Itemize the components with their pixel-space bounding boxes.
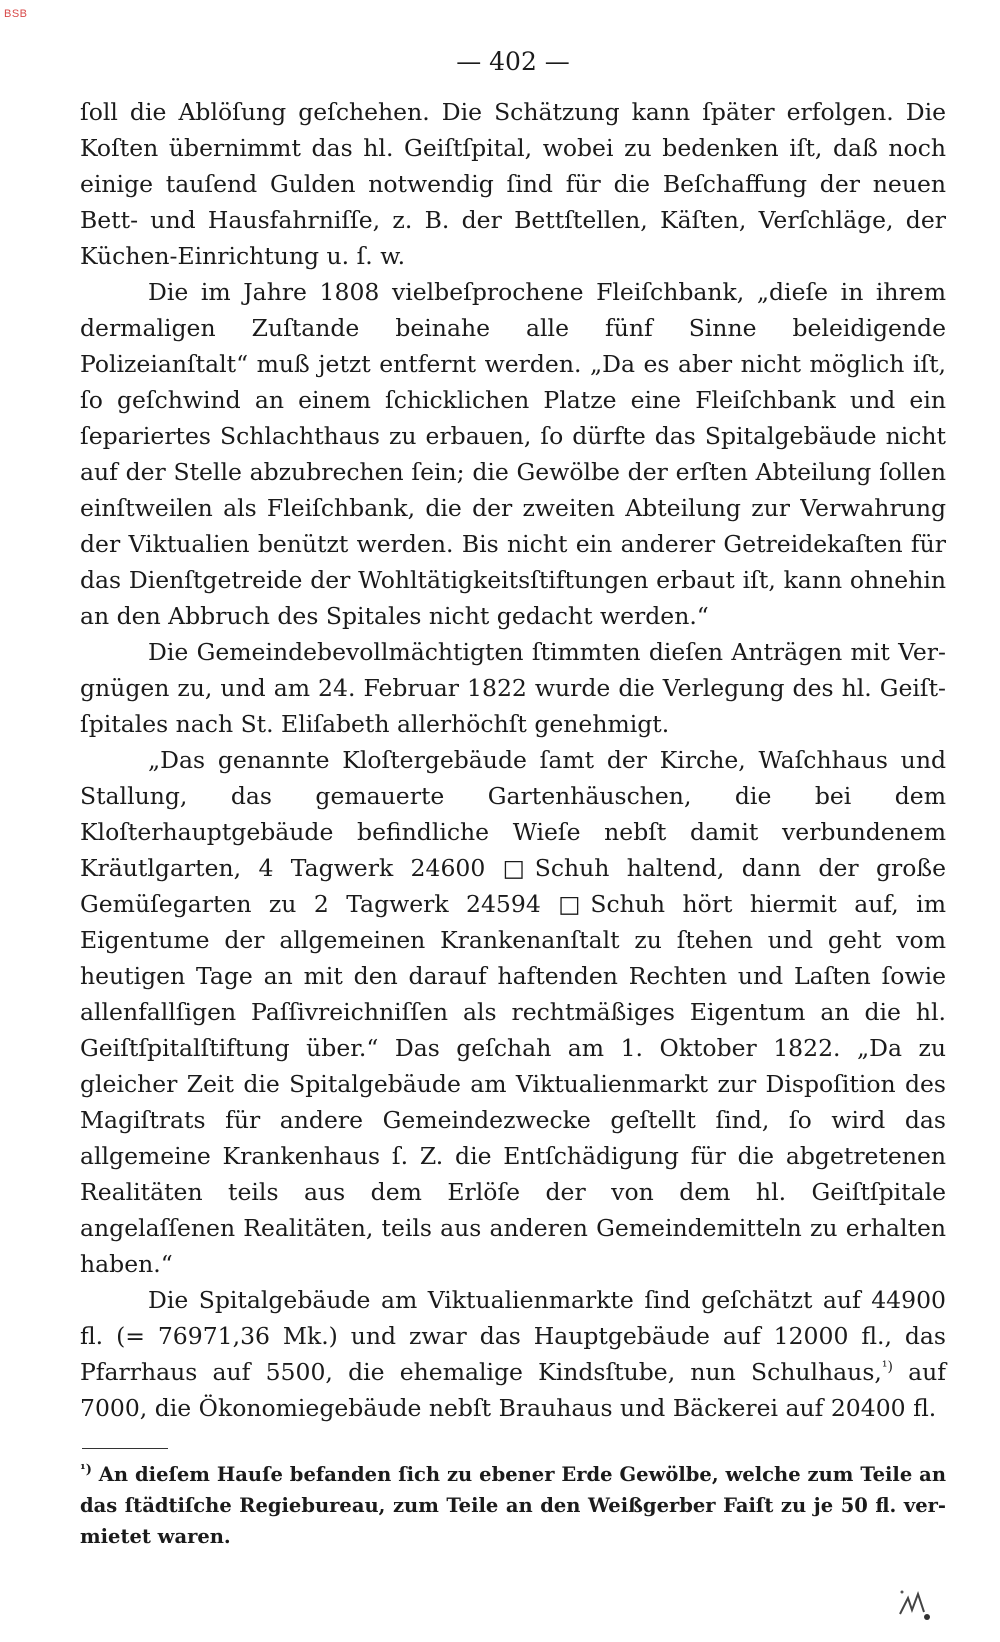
paragraph-5 bbox=[80, 1282, 946, 1426]
paragraph-4: „Das genannte Kloſtergebäude ſamt der Kirche, Waſchhaus und Stallung, das gemauerte Gartenhäuschen, die bei dem Kloſterhauptgebäude befindliche Wieſe nebſt damit verbundenem Kräutlgarten, 4 Tagwerk 24600 □Schuh haltend, dann der große Gemüſegarten zu 2 Tagwerk 24594 □Schuh hört hiermit auf, im Eigentume der allgemeinen Krankenanſtalt zu ſtehen und geht vom heutigen Tage an mit den darauf haftenden Rechten und Laſten ſowie allenfallſigen Paſſivreichniſſen als rechtmäßiges Eigentum an die hl. Geiſtſpitalſtiftung über.“ Das geſchah am 1. Oktober 1822. „Da zu gleicher Zeit die Spitalgebäude am Viktualienmarkt zur Dispoſition des Magiſtrats für andere Gemeindezwecke geſtellt ſind, ſo wird das allgemeine Krankenhaus ſ. Z. die Entſchädigung für die abgetretenen Realitäten teils aus dem Erlöſe der von dem hl. Geiſtſpitale angelaſſenen Realitäten, teils aus anderen Gemeindemitteln zu erhalten haben.“ bbox=[80, 746, 946, 1278]
footnote-divider bbox=[82, 1448, 168, 1449]
paragraph-5-text-b: auf 7000, die Ökonomiegebäude nebſt Brauhaus und Bäckerei auf 20400 fl. bbox=[80, 1358, 946, 1422]
paragraph-3: Die Gemeindebevollmächtigten ſtimmten dieſen Anträgen mit Vergnügen zu, und am 24. Februar 1822 wurde die Verlegung des hl. Geiſtſpitales nach St. Eliſabeth allerhöchſt genehmigt. bbox=[80, 638, 946, 738]
paragraph-2: Die im Jahre 1808 vielbeſprochene Fleiſchbank, „dieſe in ihrem dermaligen Zuſtande beinahe alle fünf Sinne beleidigende Polizeianſtalt“ muß jetzt entfernt werden. „Da es aber nicht möglich iſt, ſo geſchwind an einem ſchicklichen Platze eine Fleiſchbank und ein ſepariertes Schlachthaus zu erbauen, ſo dürfte das Spitalgebäude nicht auf der Stelle abzubrechen ſein; die Gewölbe der erſten Abteilung ſollen einſtweilen als Fleiſchbank, die der zweiten Abteilung zur Verwahrung der Viktualien benützt werden. Bis nicht ein anderer Getreidekaſten für das Dienſtgetreide der Wohltätigkeitsſtiftungen erbaut iſt, kann ohnehin an den Abbruch des Spitales nicht gedacht werden.“ bbox=[80, 278, 946, 630]
scan-speck-mark bbox=[894, 1584, 934, 1624]
book-page bbox=[80, 40, 946, 1552]
footnote-mark: ¹) bbox=[80, 1462, 92, 1478]
page-number: — 402 — bbox=[456, 47, 570, 76]
library-mark: BSB bbox=[4, 8, 28, 20]
body-text bbox=[80, 94, 946, 1426]
footnote bbox=[80, 1459, 946, 1552]
paragraph-5-text-a: Die Spitalgebäude am Viktualienmarkte ſind geſchätzt auf 44900 fl. (= 76971,36 Mk.) und zwar das Hauptgebäude auf 12000 fl., das Pfarrhaus auf 5500, die ehemalige Kindsſtube, nun Schulhaus, bbox=[80, 1286, 946, 1386]
footnote-reference: ¹) bbox=[881, 1359, 893, 1376]
footnote-text: An dieſem Hauſe befanden ſich zu ebener Erde Gewölbe, welche zum Teile an das ſtädtiſche Regiebureau, zum Teile an den Weißgerber Faiſt zu je 50 fl. vermietet waren. bbox=[80, 1463, 946, 1548]
paragraph-1: ſoll die Ablöſung geſchehen. Die Schätzung kann ſpäter erfolgen. Die Koſten übernimmt das hl. Geiſtſpital, wobei zu bedenken iſt, daß noch einige tauſend Gulden notwendig ſind für die Beſchaffung der neuen Bett- und Hausfahrniſſe, z. B. der Bettſtellen, Käſten, Verſchläge, der Küchen-Einrichtung u. ſ. w. bbox=[80, 98, 946, 270]
